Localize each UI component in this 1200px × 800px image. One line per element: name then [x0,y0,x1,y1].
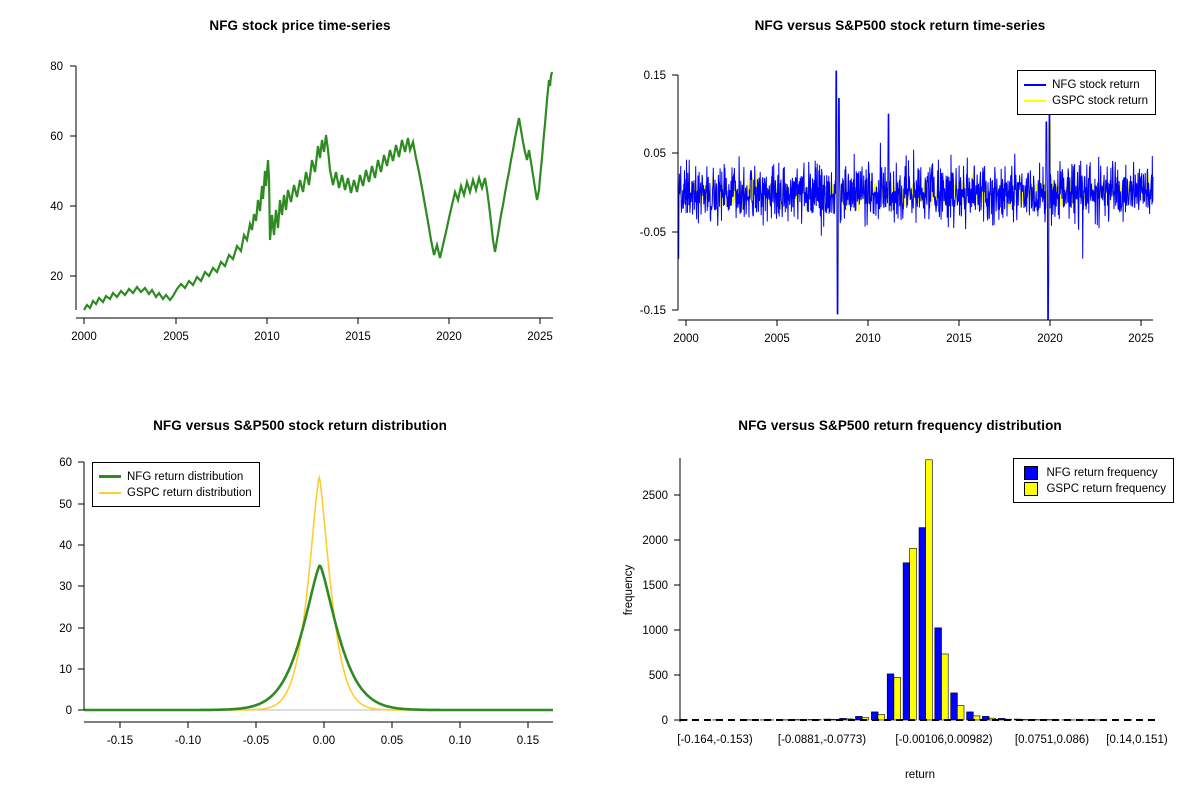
y-tick-label: 30 [59,581,72,593]
y-tick-label: 500 [648,670,668,682]
y-tick-label: 0.15 [643,70,666,82]
y-axis-ticks [642,490,680,727]
bar-nfg [919,528,926,720]
y-tick-label: 0.05 [643,148,666,160]
legend-item-gspc-density [99,485,252,500]
x-tick-label: -0.10 [174,735,202,747]
y-axis-ticks [59,457,84,717]
gspc-density-line [84,477,553,710]
legend-item-gspc-frequency [1020,481,1166,496]
panel-return-density [0,400,600,800]
x-tick-label: 0.05 [380,735,404,747]
bar-nfg [951,693,958,720]
x-tick-label: [-0.00106,0.00982) [895,734,993,746]
bar-gspc [942,654,949,720]
x-tick-label: 2010 [855,333,881,345]
legend-label: NFG stock return [1052,78,1140,91]
legend-item-nfg-frequency [1020,465,1166,480]
x-tick-label: 2020 [1037,333,1063,345]
x-tick-label: 2005 [163,331,189,343]
x-tick-label: [-0.0881,-0.0773) [777,734,867,746]
bar-gspc [910,548,917,720]
y-axis-ticks [50,61,76,283]
panel-title-return-frequency: NFG versus S&P500 return frequency distribution [738,418,1062,433]
x-tick-label: 0.00 [312,735,336,747]
x-tick-label: -0.05 [242,735,270,747]
y-tick-label: 20 [59,623,72,635]
bar-gspc [926,460,933,720]
x-tick-label: 2005 [764,333,790,345]
bar-nfg [871,712,878,720]
legend-item-nfg-return [1024,77,1148,92]
x-axis-label: return [904,769,936,781]
legend-return-series [1017,70,1156,115]
y-tick-label: 2500 [642,490,668,502]
legend-swatch-icon [99,472,121,482]
legend-swatch-icon [99,488,121,498]
bar-gspc [878,715,885,720]
legend-swatch-icon [1024,96,1046,106]
x-tick-label: 0.15 [516,735,540,747]
x-tick-label: 0.10 [448,735,472,747]
bar-gspc [957,706,964,721]
nfg-price-line [84,72,552,310]
y-tick-label: 20 [50,271,63,283]
x-tick-label: [-0.164,-0.153) [677,734,753,746]
y-tick-label: 50 [59,499,72,511]
legend-label: GSPC return frequency [1046,482,1166,495]
return-series-plot [600,0,1200,400]
legend-label: NFG return distribution [127,470,244,483]
panel-return-series [600,0,1200,400]
panel-title-return-density: NFG versus S&P500 stock return distribution [153,418,447,433]
x-tick-label: [0.14,0.151) [1106,734,1168,746]
legend-swatch-icon [1024,482,1038,496]
y-tick-label: 10 [59,664,72,676]
x-tick-label: 2015 [946,333,972,345]
bar-nfg [967,712,974,720]
legend-return-frequency [1013,458,1174,503]
y-tick-label: 60 [59,457,72,469]
y-tick-label: 80 [50,61,63,73]
nfg-price-plot [0,0,600,400]
y-tick-label: 60 [50,131,63,143]
x-tick-label: 2000 [71,331,97,343]
y-tick-label: 40 [50,201,63,213]
bar-nfg [935,628,942,720]
y-tick-label: 0 [661,715,668,727]
legend-item-nfg-density [99,469,252,484]
legend-swatch-icon [1024,80,1046,90]
nfg-density-line [84,566,553,710]
y-tick-label: 1500 [642,580,668,592]
x-tick-label: -0.15 [106,735,134,747]
legend-label: NFG return frequency [1046,466,1158,479]
x-axis-ticks [673,320,1154,345]
x-tick-label: 2015 [345,331,371,343]
x-tick-label: [0.0751,0.086) [1014,734,1090,746]
x-axis-labels [677,734,1168,746]
y-tick-label: 1000 [642,625,668,637]
panel-title-nfg-price: NFG stock price time-series [209,18,391,33]
y-tick-label: 0 [65,705,72,717]
y-tick-label: 40 [59,540,72,552]
panel-return-frequency [600,400,1200,800]
y-axis-label: frequency [623,564,635,616]
legend-return-density [92,462,260,507]
return-density-plot [0,400,600,800]
y-tick-label: 2000 [642,535,668,547]
bar-nfg [887,674,894,720]
bar-gspc [894,678,901,721]
legend-swatch-icon [1024,466,1038,480]
x-tick-label: 2020 [436,331,462,343]
y-tick-label: -0.05 [639,227,666,239]
x-tick-label: 2010 [254,331,280,343]
panel-nfg-price [0,0,600,400]
legend-label: GSPC return distribution [127,486,252,499]
x-axis-ticks [71,318,553,343]
y-axis-ticks [640,70,678,317]
panel-title-return-series: NFG versus S&P500 stock return time-series [754,18,1046,33]
x-axis-ticks [107,722,539,747]
bar-nfg [998,718,1005,720]
legend-item-gspc-return [1024,93,1148,108]
legend-label: GSPC stock return [1052,94,1148,107]
y-tick-label: -0.15 [639,305,666,317]
x-tick-label: 2025 [1128,333,1154,345]
bar-nfg [903,563,910,720]
x-tick-label: 2000 [673,333,699,345]
x-tick-label: 2025 [527,331,553,343]
